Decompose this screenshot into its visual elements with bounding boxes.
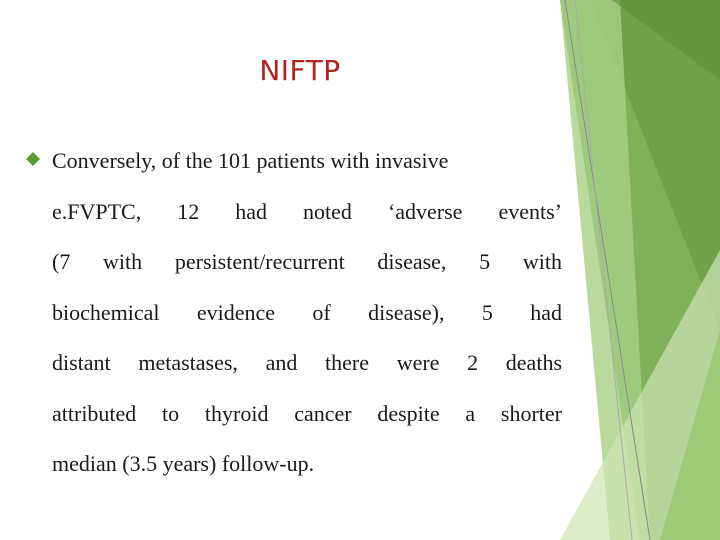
text-line: e.FVPTC, 12 had noted ‘adverse events’ xyxy=(52,198,562,224)
diamond-bullet-icon xyxy=(26,152,40,166)
slide-title: NIFTP xyxy=(259,54,341,87)
text-line: biochemical evidence of disease), 5 had xyxy=(52,299,562,325)
text-line: distant metastases, and there were 2 deaths xyxy=(52,350,562,375)
text-line: (7 with persistent/recurrent disease, 5 with xyxy=(52,249,562,274)
bullet-paragraph xyxy=(52,136,562,490)
text-line: attributed to thyroid cancer despite a shorter xyxy=(52,400,562,426)
text-line: median (3.5 years) follow-up. xyxy=(52,451,315,476)
text-line: Conversely, of the 101 patients with invasive xyxy=(52,148,449,173)
